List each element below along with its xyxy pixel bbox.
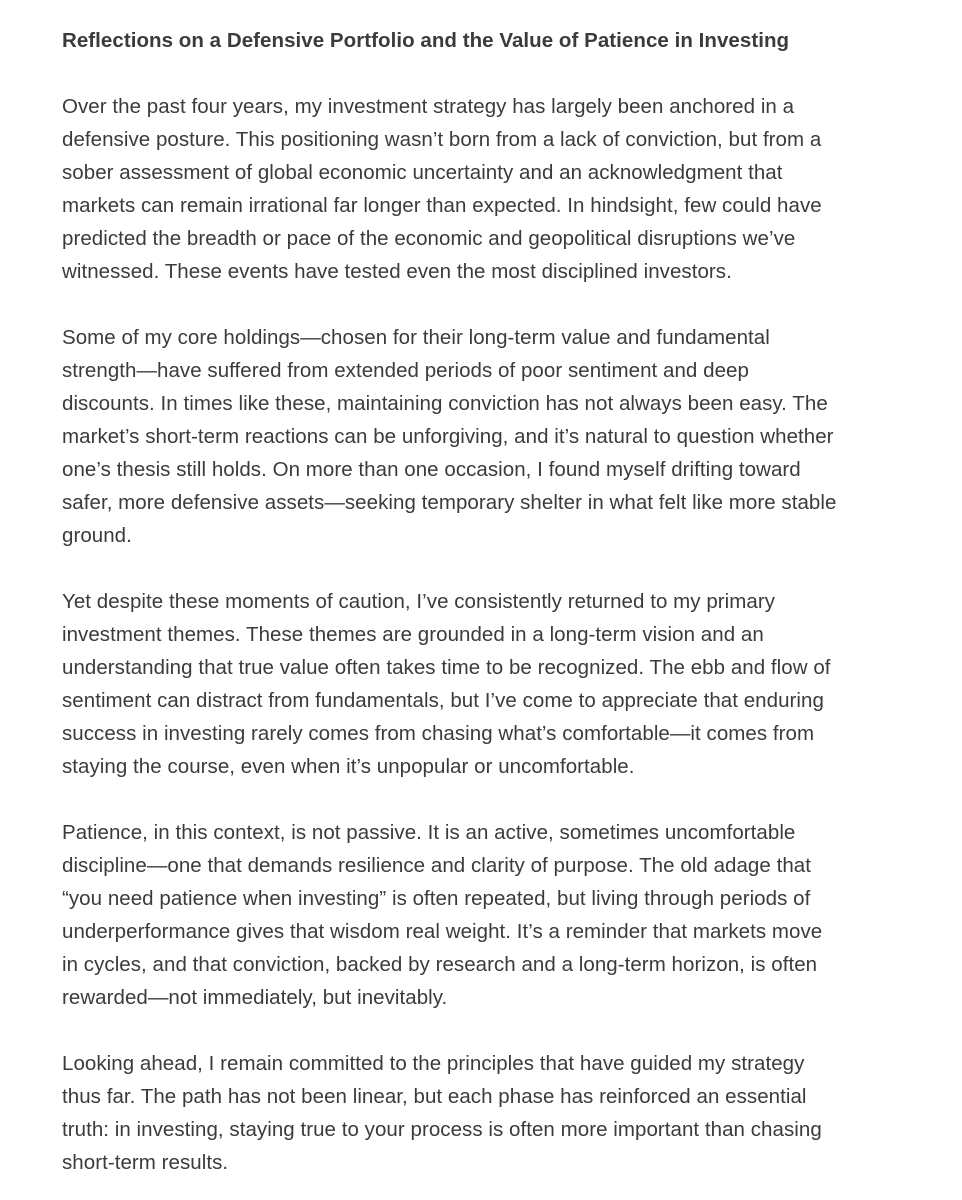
paragraph-5 — [62, 1047, 902, 1179]
document-page — [62, 24, 902, 1179]
text-line: Over the past four years, my investment strategy has largely been anchored in a — [62, 95, 795, 118]
paragraph-4 — [62, 816, 902, 1014]
paragraph-1 — [62, 90, 902, 288]
text-line: “you need patience when investing” is often repeated, but living through periods of — [62, 887, 811, 910]
text-line: sentiment can distract from fundamentals, but I’ve come to appreciate that enduring — [62, 689, 824, 712]
paragraph-3 — [62, 585, 902, 783]
text-line: Looking ahead, I remain committed to the principles that have guided my strategy — [62, 1052, 805, 1075]
text-line: discipline—one that demands resilience and clarity of purpose. The old adage that — [62, 854, 811, 877]
text-line: Some of my core holdings—chosen for their long-term value and fundamental — [62, 326, 770, 349]
text-line: predicted the breadth or pace of the economic and geopolitical disruptions we’ve — [62, 227, 796, 250]
text-line: witnessed. These events have tested even the most disciplined investors. — [62, 260, 732, 283]
text-line: truth: in investing, staying true to your process is often more important than chasing — [62, 1118, 822, 1141]
text-line: short-term results. — [62, 1151, 229, 1174]
text-line: success in investing rarely comes from chasing what’s comfortable—it comes from — [62, 722, 815, 745]
text-line: strength—have suffered from extended periods of poor sentiment and deep — [62, 359, 749, 382]
paragraph-2 — [62, 321, 902, 552]
text-line: ground. — [62, 524, 132, 547]
text-line: Yet despite these moments of caution, I’ve consistently returned to my primary — [62, 590, 776, 613]
text-line: safer, more defensive assets—seeking temporary shelter in what felt like more stable — [62, 491, 837, 514]
text-line: Patience, in this context, is not passive. It is an active, sometimes uncomfortable — [62, 821, 796, 844]
text-line: underperformance gives that wisdom real weight. It’s a reminder that markets move — [62, 920, 823, 943]
document-title: Reflections on a Defensive Portfolio and the Value of Patience in Investing — [62, 29, 790, 52]
text-line: investment themes. These themes are grounded in a long-term vision and an — [62, 623, 764, 646]
text-line: sober assessment of global economic uncertainty and an acknowledgment that — [62, 161, 783, 184]
text-line: defensive posture. This positioning wasn’t born from a lack of conviction, but from a — [62, 128, 822, 151]
text-line: rewarded—not immediately, but inevitably. — [62, 986, 448, 1009]
text-line: thus far. The path has not been linear, but each phase has reinforced an essential — [62, 1085, 807, 1108]
text-line: markets can remain irrational far longer than expected. In hindsight, few could have — [62, 194, 822, 217]
text-line: staying the course, even when it’s unpopular or uncomfortable. — [62, 755, 635, 778]
text-line: understanding that true value often takes time to be recognized. The ebb and flow of — [62, 656, 831, 679]
text-line: in cycles, and that conviction, backed by research and a long-term horizon, is often — [62, 953, 818, 976]
text-line: one’s thesis still holds. On more than one occasion, I found myself drifting toward — [62, 458, 801, 481]
text-line: market’s short-term reactions can be unforgiving, and it’s natural to question whether — [62, 425, 834, 448]
text-line: discounts. In times like these, maintaining conviction has not always been easy. The — [62, 392, 828, 415]
